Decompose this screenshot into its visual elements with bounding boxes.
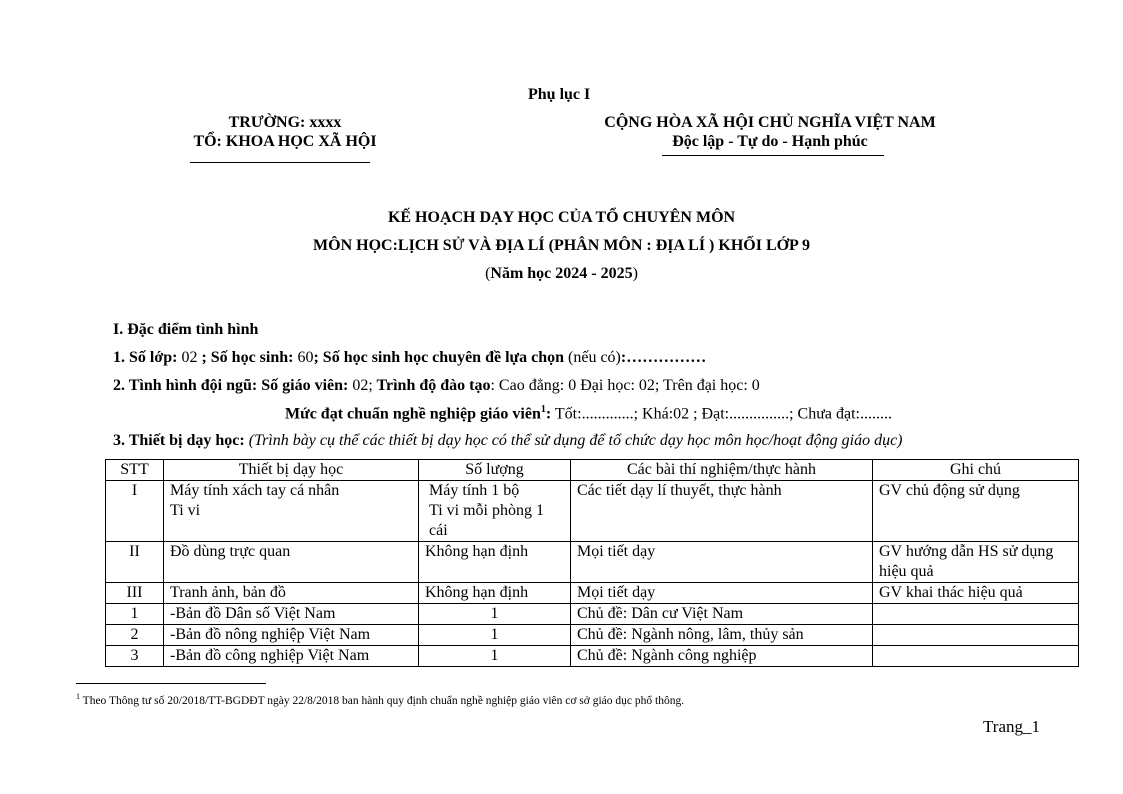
cell-stt: 1 [106,604,164,625]
teacher-standard-line: Mức đạt chuẩn nghề nghiệp giáo viên$^1$: Tốt:.............; Khá:02 ; Đạt:...............; Chưa đạt:........ [285,404,892,423]
class-info-line: 1. Số lớp: 02 ; Số học sinh: 60; Số học sinh học chuyên đề lựa chọn (nếu có):…………… [113,349,707,366]
equipment-table [105,459,1079,667]
cell-quantity: Không hạn định [419,542,571,583]
cell-stt: III [106,583,164,604]
column-header-device: Thiết bị dạy học [164,460,419,481]
table-row [106,604,1079,625]
country-name: CỘNG HÒA XÃ HỘI CHỦ NGHĨA VIỆT NAM [604,114,936,131]
cell-device: -Bản đồ Dân số Việt Nam [164,604,419,625]
cell-stt: 3 [106,646,164,667]
cell-stt: II [106,542,164,583]
subject-title: MÔN HỌC:LỊCH SỬ VÀ ĐỊA LÍ (PHÂN MÔN : ĐỊA LÍ ) KHỐI LỚP 9 [313,237,810,254]
column-header-note: Ghi chú [873,460,1079,481]
table-header-row [106,460,1079,481]
cell-note [873,604,1079,625]
cell-note: GV khai thác hiệu quả [873,583,1079,604]
national-motto: Độc lập - Tự do - Hạnh phúc [672,133,868,150]
table-row [106,625,1079,646]
cell-lessons: Chủ đề: Dân cư Việt Nam [571,604,873,625]
section-heading: I. Đặc điểm tình hình [113,321,259,338]
cell-lessons: Mọi tiết dạy [571,542,873,583]
cell-lessons: Các tiết dạy lí thuyết, thực hành [571,481,873,542]
table-row [106,646,1079,667]
staff-info-line: 2. Tình hình đội ngũ: Số giáo viên: 02; Trình độ đào tạo: Cao đẳng: 0 Đại học: 02; Trên đại học: 0 [113,377,760,394]
department-name: TỔ: KHOA HỌC XÃ HỘI [193,133,377,150]
cell-stt: I [106,481,164,542]
equipment-heading: 3. Thiết bị dạy học: (Trình bày cụ thể các thiết bị dạy học có thể sử dụng để tổ chức dạy học môn học/hoạt động giáo dục) [113,432,903,449]
cell-device: Đồ dùng trực quan [164,542,419,583]
cell-note [873,625,1079,646]
cell-lessons: Mọi tiết dạy [571,583,873,604]
cell-note: GV hướng dẫn HS sử dụng hiệu quả [873,542,1079,583]
left-header-underline [190,162,370,163]
document-title: KẾ HOẠCH DẠY HỌC CỦA TỔ CHUYÊN MÔN [387,209,736,226]
cell-note [873,646,1079,667]
table-row [106,481,1079,542]
school-year: (Năm học 2024 - 2025) [485,265,638,282]
cell-stt: 2 [106,625,164,646]
cell-quantity: 1 [419,604,571,625]
footnote: $^1$ Theo Thông tư số 20/2018/TT-BGDĐT ngày 22/8/2018 ban hành quy định chuẩn nghề nghiệp giáo viên cơ sở giáo dục phổ thông. [76,692,685,707]
appendix-label: Phụ lục I [528,86,591,103]
column-header-stt: STT [106,460,164,481]
cell-device: Tranh ảnh, bản đồ [164,583,419,604]
table-row [106,542,1079,583]
cell-quantity: 1 [419,646,571,667]
cell-quantity: Không hạn định [419,583,571,604]
cell-device: -Bản đồ nông nghiệp Việt Nam [164,625,419,646]
table-row [106,583,1079,604]
column-header-lessons: Các bài thí nghiệm/thực hành [571,460,873,481]
right-header-underline [662,155,884,156]
column-header-quantity: Số lượng [419,460,571,481]
cell-device: Máy tính xách tay cá nhân Ti vi [164,481,419,542]
page-number: Trang_1 [983,717,1040,736]
cell-quantity: Máy tính 1 bộ Ti vi mỗi phòng 1 cái [419,481,571,542]
school-name: TRƯỜNG: xxxx [228,114,342,131]
cell-lessons: Chủ đề: Ngành công nghiệp [571,646,873,667]
cell-note: GV chủ động sử dụng [873,481,1079,542]
cell-quantity: 1 [419,625,571,646]
cell-device: -Bản đồ công nghiệp Việt Nam [164,646,419,667]
cell-lessons: Chủ đề: Ngành nông, lâm, thủy sản [571,625,873,646]
footnote-separator [76,683,266,684]
